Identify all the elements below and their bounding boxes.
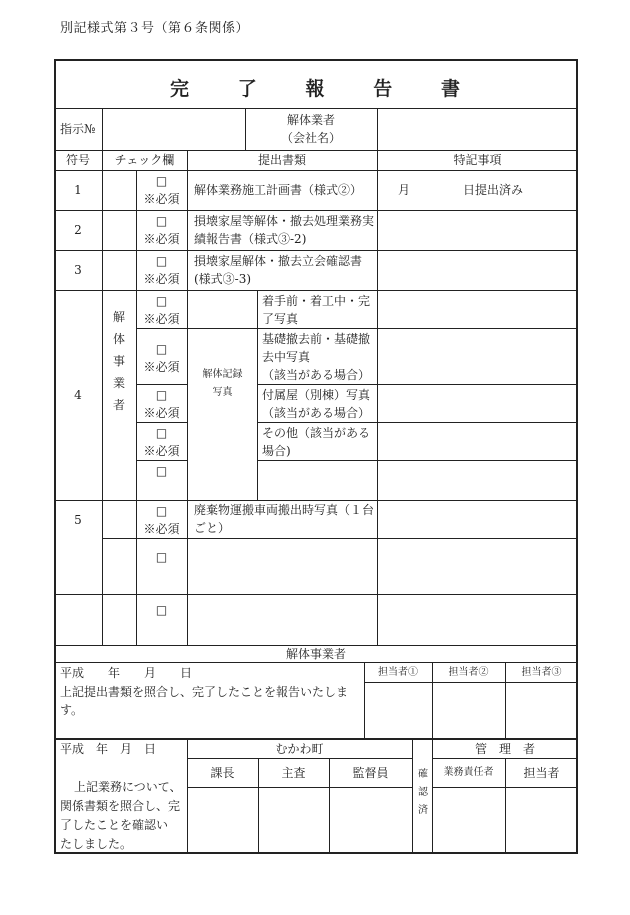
title-char-2: 了 [237,78,257,100]
row-code-5: 5 [74,513,82,527]
checkbox-11[interactable]: □ [155,603,168,617]
photo-item-2-line1: 基礎撤去前・基礎撤 [262,332,371,346]
form-title [170,74,460,101]
required-note-6: ※必須 [143,406,180,420]
check-column-header: チェック欄 [114,153,175,167]
photo-item-1-line2: 了写真 [262,312,299,326]
checkbox-6[interactable]: □ [155,388,168,402]
doc-vehicle-photo-line1: 廃棄物運搬車両搬出時写真（１台 [194,503,375,517]
photo-item-2-line3: （該当がある場合） [262,368,371,382]
photo-item-4-line1: その他（該当がある [262,426,371,440]
required-note-1: ※必須 [143,192,180,206]
title-char-3: 報 [305,78,325,100]
checkbox-1[interactable]: □ [155,174,168,188]
checkbox-4[interactable]: □ [155,294,168,308]
row-code-4: 4 [74,388,82,402]
photo-item-3-line1: 付属屋（別棟）写真 [262,388,371,402]
chief-clerk-label: 主査 [281,766,306,780]
checkbox-9[interactable]: □ [155,504,168,518]
contractor-vertical-label: 解体事業者 [112,310,125,412]
contractor-date-line: 平成 年 月 日 [60,666,193,680]
doc-construction-plan: 解体業務施工計画書（様式②） [194,183,363,197]
required-note-2: ※必須 [143,232,180,246]
confirmed-vertical-label: 確認済 [418,769,428,816]
completion-report-form [54,59,578,854]
remark-submitted: 日提出済み [463,183,524,197]
title-char-4: 告 [373,78,393,100]
contractor-statement-line2: す。 [60,703,84,717]
documents-column-header: 提出書類 [257,153,306,167]
town-name: むかわ町 [275,742,324,756]
photo-item-4-line2: 場合) [262,444,291,458]
photo-item-3-line2: （該当がある場合） [262,406,371,420]
required-note-7: ※必須 [143,444,180,458]
town-statement-line2: 関係書類を照合し、完 [60,799,181,813]
checkbox-3[interactable]: □ [155,254,168,268]
code-column-header: 符号 [65,153,90,167]
checkbox-7[interactable]: □ [155,426,168,440]
required-note-3: ※必須 [143,272,180,286]
supervisor-label: 監督員 [352,766,389,780]
town-statement-line4: たしました。 [60,837,133,851]
remarks-column-header: 特記事項 [453,153,502,167]
town-statement-line1: 上記業務について、 [74,780,182,794]
manager-responsible-label: 業務責任者 [443,767,494,778]
manager-staff-label: 担当者 [523,766,560,780]
photo-group-label-line1: 解体記録 [202,369,243,380]
instruction-no-label: 指示№ [60,122,96,136]
person-in-charge-3: 担当者③ [521,667,562,678]
checkbox-10[interactable]: □ [155,550,168,564]
town-date-line: 平成 年 月 日 [60,742,157,756]
doc-witness-confirmation-line1: 損壊家屋解体・撤去立会確認書 [194,254,363,268]
required-note-5: ※必須 [143,360,180,374]
person-in-charge-2: 担当者② [448,667,489,678]
section-chief-label: 課長 [210,766,235,780]
person-in-charge-1: 担当者① [378,667,418,678]
row-code-3: 3 [74,263,82,277]
row-code-2: 2 [74,223,82,237]
doc-vehicle-photo-line2: ごと） [194,521,231,535]
remark-month: 月 [398,183,411,197]
required-note-9: ※必須 [143,522,180,536]
photo-item-2-line2: 去中写真 [262,350,311,364]
row-code-1: 1 [74,183,82,197]
title-char-5: 書 [440,78,460,100]
doc-work-report-line2: 績報告書（様式③-2) [194,232,307,246]
checkbox-8[interactable]: □ [155,464,168,478]
form-caption: 別記様式第３号（第６条関係） [60,21,250,36]
contractor-statement-line1: 上記提出書類を照合し、完了したことを報告いたしま [60,685,349,699]
contractor-section-heading: 解体事業者 [285,647,346,661]
company-name-label: （会社名） [280,131,341,145]
manager-heading: 管 理 者 [474,742,535,756]
doc-witness-confirmation-line2: (様式③-3) [194,272,252,286]
checkbox-5[interactable]: □ [155,342,168,356]
town-statement-line3: 了したことを確認い [60,818,169,832]
doc-work-report-line1: 損壊家屋等解体・撤去処理業務実 [194,214,375,228]
photo-item-1-line1: 着手前・着工中・完 [262,294,371,308]
contractor-label: 解体業者 [286,113,335,127]
required-note-4: ※必須 [143,312,180,326]
title-char-1: 完 [170,78,190,100]
photo-group-label-line2: 写真 [212,387,233,398]
checkbox-2[interactable]: □ [155,214,168,228]
